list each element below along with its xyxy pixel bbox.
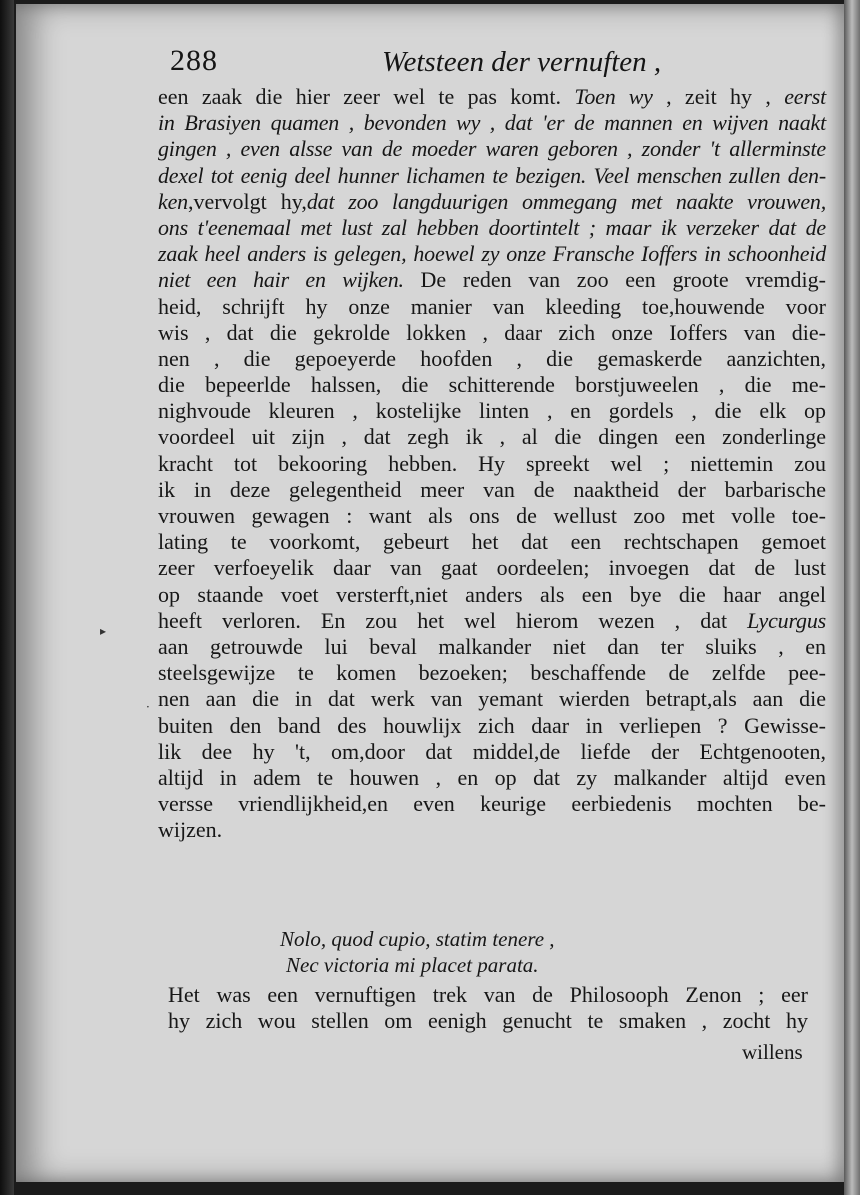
text-line: nen , die gepoeyerde hoofden , die gemaskerde aanzichten, bbox=[158, 345, 826, 371]
page-number: 288 bbox=[170, 44, 218, 77]
text-line: lating te voorkomt, gebeurt het dat een rechtschapen gemoet bbox=[158, 529, 826, 555]
text-line: gingen , even alsse van de moeder waren geboren , zonder 't allerminste bbox=[158, 136, 826, 162]
text-line: heeft verloren. En zou het wel hierom wezen , dat Lycurgus bbox=[158, 607, 826, 633]
margin-mark: ▸ bbox=[100, 624, 107, 638]
page-header bbox=[170, 44, 662, 84]
text-line: op staande voet versterft,niet anders als een bye die haar angel bbox=[158, 581, 826, 607]
quote-line-2: Nec victoria mi placet parata. bbox=[286, 953, 539, 977]
closing-paragraph bbox=[168, 982, 808, 1034]
text-line: aan getrouwde lui beval malkander niet dan ter sluiks , en bbox=[158, 633, 826, 659]
latin-quote bbox=[280, 926, 555, 978]
text-line: heid, schrijft hy onze manier van kleeding toe,houwende voor bbox=[158, 293, 826, 319]
text-line: die bepeerlde halssen, die schitterende borstjuweelen , die me- bbox=[158, 372, 826, 398]
text-line: versse vriendlijkheid,en even keurige eerbiedenis mochten be- bbox=[158, 791, 826, 817]
page-edge bbox=[844, 0, 860, 1195]
text-line: steelsgewijze te komen bezoeken; beschaffende de zelfde pee- bbox=[158, 660, 826, 686]
text-line: Het was een vernuftigen trek van de Philosooph Zenon ; eer bbox=[168, 982, 808, 1007]
text-line: ken,vervolgt hy,dat zoo langduurigen ommegang met naakte vrouwen, bbox=[158, 188, 826, 214]
text-line: altijd in adem te houwen , en op dat zy malkander altijd even bbox=[158, 764, 826, 790]
body-text bbox=[158, 84, 826, 843]
text-line: vrouwen gewagen : want als ons de wellust zoo met volle toe- bbox=[158, 503, 826, 528]
text-line: nighvoude kleuren , kostelijke linten , en gordels , die elk op bbox=[158, 398, 826, 424]
catchword: willens bbox=[742, 1040, 803, 1064]
text-line: hy zich wou stellen om eenigh genucht te smaken , zocht hy bbox=[168, 1008, 808, 1034]
text-line: een zaak die hier zeer wel te pas komt. Toen wy , zeit hy , eerst bbox=[158, 84, 826, 109]
text-line: niet een hair en wijken. De reden van zoo een groote vremdig- bbox=[158, 267, 826, 293]
text-line: ik in deze gelegentheid meer van de naaktheid der barbarische bbox=[158, 476, 826, 502]
text-line: kracht tot bekooring hebben. Hy spreekt wel ; niettemin zou bbox=[158, 450, 826, 476]
quote-line-1: Nolo, quod cupio, statim tenere , bbox=[280, 927, 555, 951]
text-line: nen aan die in dat werk van yemant wierden betrapt,als aan die bbox=[158, 686, 826, 712]
text-line: dexel tot eenig deel hunner lichamen te bezigen. Veel menschen zullen den- bbox=[158, 162, 826, 188]
text-line: buiten den band des houwlijx zich daar in verliepen ? Gewisse- bbox=[158, 712, 826, 738]
text-line: voordeel uit zijn , dat zegh ik , al die dingen een zonderlinge bbox=[158, 424, 826, 450]
text-line: in Brasiyen quamen , bevonden wy , dat 'er de mannen en wijven naakt bbox=[158, 110, 826, 136]
book-spine-shadow bbox=[0, 0, 14, 1195]
text-line: ons t'eenemaal met lust zal hebben doortintelt ; maar ik verzeker dat de bbox=[158, 214, 826, 240]
running-title: Wetsteen der vernuften , bbox=[382, 46, 662, 78]
text-line: zeer verfoeyelik daar van gaat oordeelen; invoegen dat de lust bbox=[158, 555, 826, 581]
text-line: wis , dat die gekrolde lokken , daar zich onze Ioffers van die- bbox=[158, 319, 826, 345]
margin-mark: · bbox=[146, 700, 150, 714]
text-line: zaak heel anders is gelegen, hoewel zy onze Fransche Ioffers in schoonheid bbox=[158, 241, 826, 267]
text-line: lik dee hy 't, om,door dat middel,de liefde der Echtgenooten, bbox=[158, 738, 826, 764]
text-line: wijzen. bbox=[158, 817, 223, 843]
